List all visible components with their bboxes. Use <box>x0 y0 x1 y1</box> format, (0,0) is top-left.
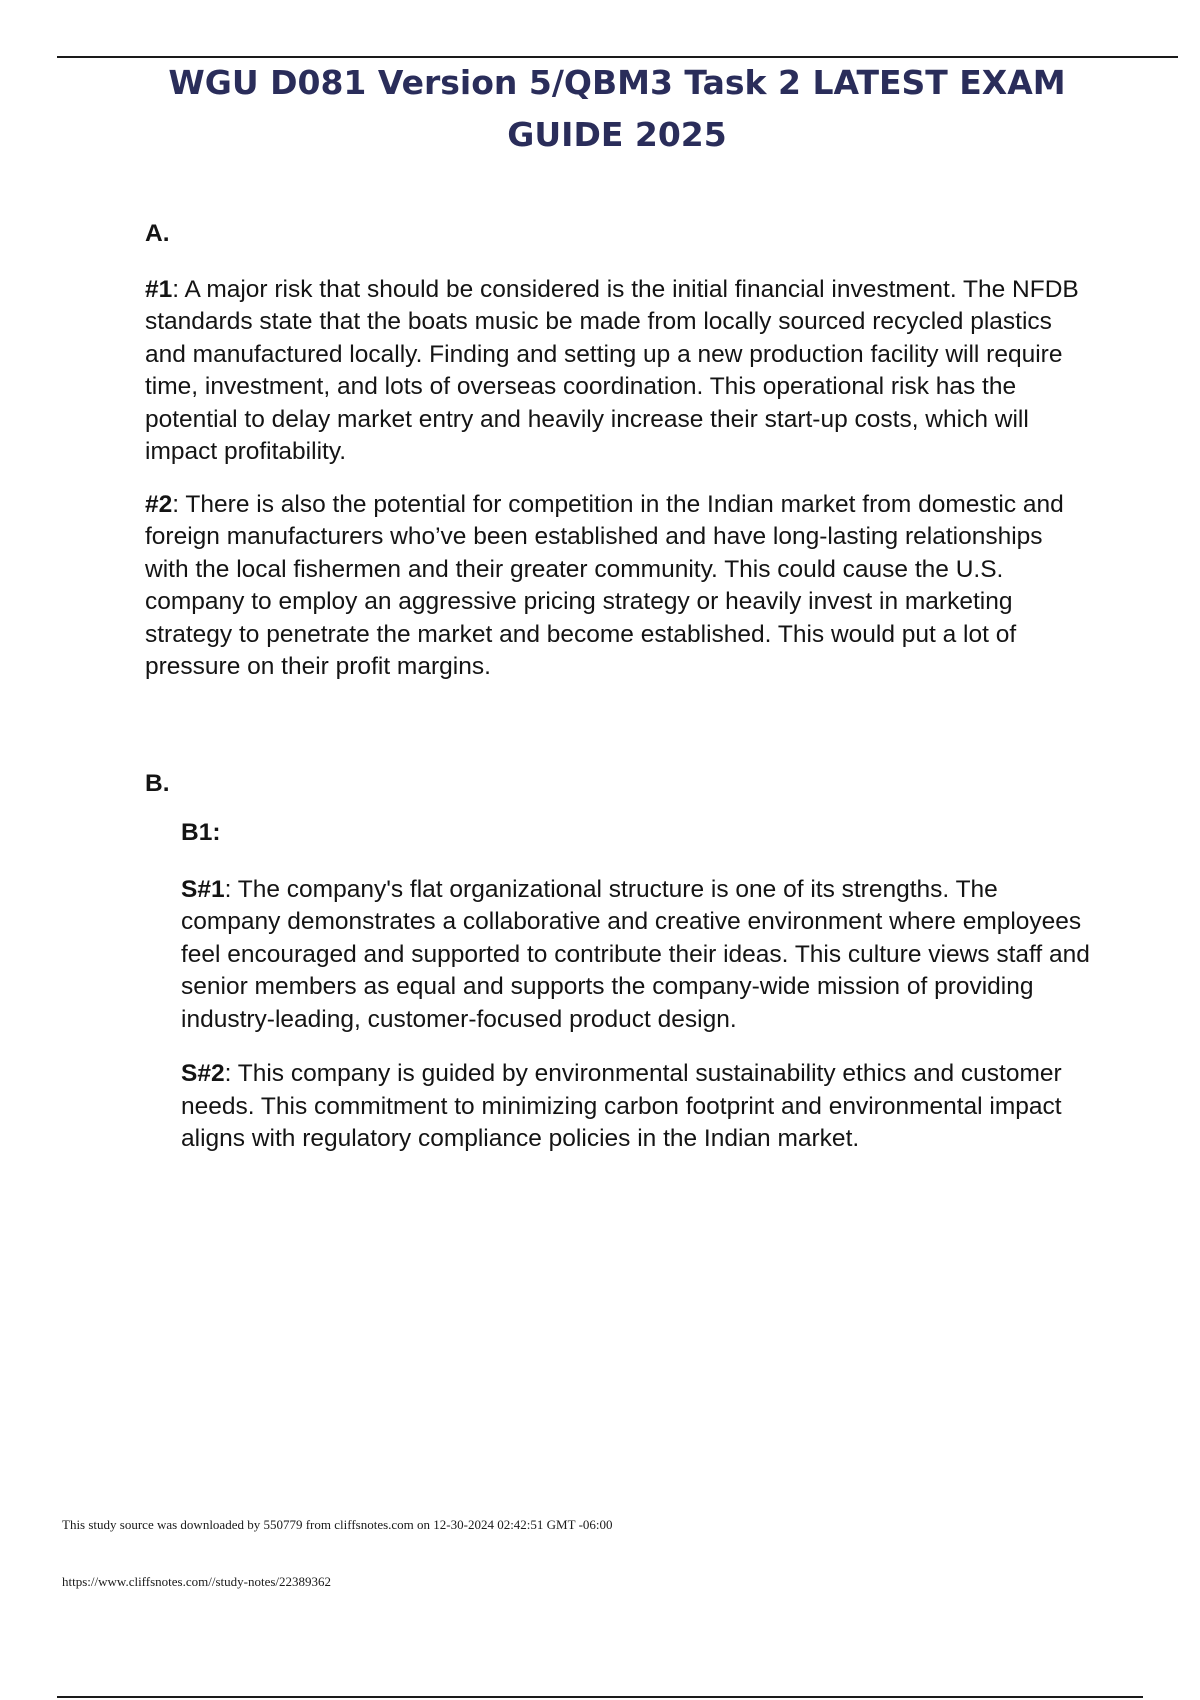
risk-2-tag: #2 <box>145 490 173 518</box>
section-b-label: B. <box>145 769 170 797</box>
title-line-1: WGU D081 Version 5/QBM3 Task 2 LATEST EXAM <box>168 63 1066 102</box>
risk-1-tag: #1 <box>145 275 173 303</box>
section-b1 <box>181 817 1090 1156</box>
section-a-label: A. <box>145 220 170 247</box>
strength-2-text: : This company is guided by environmental sustainability ethics and customer needs. This commitment to minimizing carbon footprint and environmental impact aligns with regulatory compliance policies in the Indian market. <box>181 1060 1062 1152</box>
strength-1-text: : The company's flat organizational structure is one of its strengths. The company demonstrates a collaborative and creative environment where employees feel encouraged and supported to contribute their ideas. This culture views staff and senior members as equal and supports the company-wide mission of providing industry-leading, customer-focused product design. <box>181 875 1090 1033</box>
risk-2-paragraph <box>145 489 1090 684</box>
page-title <box>0 57 1200 161</box>
strength-2-paragraph <box>181 1058 1090 1156</box>
bottom-rule <box>57 1696 1143 1698</box>
source-url: https://www.cliffsnotes.com//study-notes/22389362 <box>62 1574 332 1589</box>
strength-1-paragraph <box>181 874 1090 1037</box>
section-b1-label: B1: <box>181 819 221 846</box>
strength-1-tag: S#1 <box>181 875 225 903</box>
download-source-note: This study source was downloaded by 550779 from cliffsnotes.com on 12-30-2024 02:42:51 GMT -06:00 <box>62 1517 613 1532</box>
document-body <box>145 218 1090 1156</box>
risk-1-text: : A major risk that should be considered is the initial financial investment. The NFDB standards state that the boats music be made from locally sourced recycled plastics and manufactured locally. Finding and setting up a new production facility will require time, investment, and lots of overseas coordination. This operational risk has the potential to delay market entry and heavily increase their start-up costs, which will impact profitability. <box>145 275 1079 465</box>
risk-2-text: : There is also the potential for competition in the Indian market from domestic and foreign manufacturers who’ve been established and have long-lasting relationships with the local fishermen and their greater community. This could cause the U.S. company to employ an aggressive pricing strategy or heavily invest in marketing strategy to penetrate the market and become established. This would put a lot of pressure on their profit margins. <box>145 490 1064 680</box>
strength-2-tag: S#2 <box>181 1060 225 1087</box>
risk-1-paragraph <box>145 274 1090 469</box>
title-line-2: GUIDE 2025 <box>507 115 727 154</box>
